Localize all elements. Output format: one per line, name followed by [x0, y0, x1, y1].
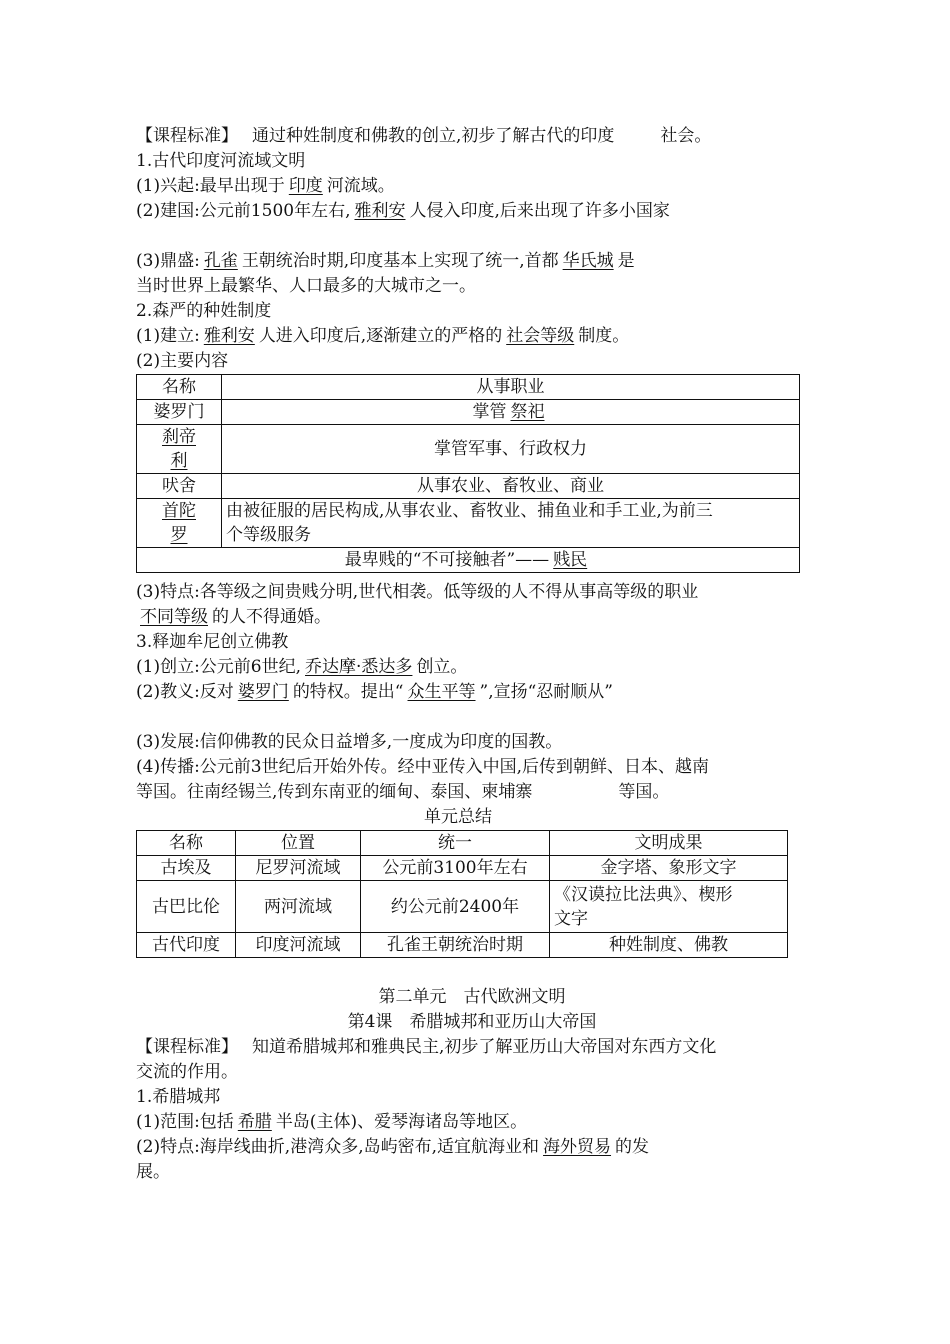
- table-row: [137, 856, 788, 881]
- text: (2)建国:公元前1500年左右,: [136, 201, 351, 221]
- characteristics-line-2: 展。: [136, 1162, 170, 1182]
- text: 等国。往南经锡兰,传到东南亚的缅甸、泰国、柬埔寨: [136, 782, 533, 802]
- text: 文字: [554, 908, 588, 929]
- text: 制度。: [578, 326, 630, 346]
- table-cell: 古埃及: [137, 856, 236, 881]
- text: 河流域。: [326, 176, 395, 196]
- founding-line: [136, 199, 670, 223]
- blank-answer: 社会等级: [506, 326, 575, 346]
- text: 半岛(主体)、爱琴海诸岛等地区。: [275, 1112, 528, 1132]
- text: 最卑贱的“不可接触者”——: [344, 550, 550, 570]
- table-cell: 孔雀王朝统治时期: [361, 933, 550, 958]
- header-cell: 文明成果: [550, 831, 788, 856]
- peak-line-2: 当时世界上最繁华、人口最多的大城市之一。: [136, 276, 476, 296]
- heading-1: 1.古代印度河流域文明: [136, 151, 306, 171]
- blank-answer: 希腊: [237, 1112, 272, 1132]
- course-standard-line: [136, 124, 711, 148]
- feature-line: (3)特点:各等级之间贵贱分明,世代相袭。低等级的人不得从事高等级的职业: [136, 582, 699, 602]
- course-standard-label: 【课程标准】: [136, 1037, 238, 1057]
- text: (1)建立:: [136, 326, 200, 346]
- table-cell: 尼罗河流域: [236, 856, 361, 881]
- course-standard-text: 知道希腊城邦和雅典民主,初步了解亚历山大帝国对东西方文化: [252, 1037, 717, 1057]
- doctrine-line: [136, 680, 613, 704]
- text: (2)特点:海岸线曲折,港湾众多,岛屿密布,适宜航海业和: [136, 1137, 540, 1157]
- header-cell: 从事职业: [222, 375, 800, 400]
- text: 等国。: [618, 782, 670, 802]
- spread-line: (4)传播:公元前3世纪后开始外传。经中亚传入中国,后传到朝鲜、日本、越南: [136, 757, 710, 777]
- table-row: [137, 425, 800, 474]
- blank-answer: 众生平等: [407, 682, 476, 702]
- blank-answer: 刹帝: [162, 427, 196, 447]
- header-cell: 名称: [137, 375, 222, 400]
- text: (1)兴起:最早出现于: [136, 176, 285, 196]
- text: 王朝统治时期,印度基本上实现了统一,首都: [241, 251, 559, 271]
- caste-job: 从事农业、畜牧业、商业: [222, 474, 800, 499]
- text: 个等级服务: [226, 525, 311, 545]
- untouchable-row: [137, 548, 800, 573]
- text: 人侵入印度,后来出现了许多小国家: [409, 201, 670, 221]
- development-line: (3)发展:信仰佛教的民众日益增多,一度成为印度的国教。: [136, 732, 563, 752]
- text: 创立。: [416, 657, 468, 677]
- blank-answer: 海外贸易: [543, 1137, 612, 1157]
- heading-greek: 1.希腊城邦: [136, 1087, 221, 1107]
- course-standard-text-end: 社会。: [660, 126, 712, 146]
- blank-answer: 不同等级: [140, 607, 208, 627]
- main-content-label: (2)主要内容: [136, 351, 229, 371]
- text: (3)鼎盛:: [136, 251, 200, 271]
- caste-job: [222, 499, 800, 548]
- table-cell: 两河流域: [236, 881, 361, 933]
- blank-answer: 雅利安: [354, 201, 406, 221]
- blank-answer: 乔达摩·悉达多: [305, 657, 413, 677]
- text: 是: [617, 251, 635, 271]
- blank-answer: 罗: [170, 525, 188, 545]
- caste-job: [222, 400, 800, 425]
- blank-answer: 首陀: [162, 501, 196, 521]
- text: 由被征服的居民构成,从事农业、畜牧业、捕鱼业和手工业,为前三: [226, 501, 713, 521]
- summary-title: 单元总结: [424, 807, 492, 827]
- blank-answer: 祭祀: [510, 402, 545, 422]
- caste-name: 婆罗门: [137, 400, 222, 425]
- spread-line-2: [136, 780, 669, 804]
- course-standard-text: 通过种姓制度和佛教的创立,初步了解古代的印度: [252, 126, 615, 146]
- blank-answer: 利: [170, 451, 188, 471]
- text: 《汉谟拉比法典》、楔形: [554, 884, 733, 905]
- blank-answer: 婆罗门: [237, 682, 289, 702]
- text: 的特权。提出“: [292, 682, 404, 702]
- blank-answer: 雅利安: [203, 326, 255, 346]
- table-cell: 古代印度: [137, 933, 236, 958]
- header-cell: 位置: [236, 831, 361, 856]
- course-standard-line-3: 交流的作用。: [136, 1062, 238, 1082]
- blank-answer: 贱民: [553, 550, 588, 570]
- blank-answer: 华氏城: [562, 251, 614, 271]
- summary-table: [136, 830, 788, 958]
- caste-name: [137, 425, 222, 474]
- feature-line-2: [136, 605, 331, 629]
- text: (2)教义:反对: [136, 682, 234, 702]
- rise-line: [136, 174, 395, 198]
- buddhism-founding-line: [136, 655, 467, 679]
- peak-line: [136, 249, 635, 273]
- text: ”,宣扬“忍耐顺从”: [479, 682, 613, 702]
- table-cell: 古巴比伦: [137, 881, 236, 933]
- header-cell: 统一: [361, 831, 550, 856]
- text: 掌管: [472, 402, 507, 422]
- table-row: [137, 548, 800, 573]
- text: 的人不得通婚。: [212, 607, 331, 627]
- table-row: [137, 881, 788, 933]
- text: (1)创立:公元前6世纪,: [136, 657, 302, 677]
- table-cell: 种姓制度、佛教: [550, 933, 788, 958]
- table-header-row: [137, 375, 800, 400]
- text: 人进入印度后,逐渐建立的严格的: [258, 326, 503, 346]
- text: (1)范围:包括: [136, 1112, 234, 1132]
- lesson-title: 第4课 希腊城邦和亚历山大帝国: [347, 1012, 597, 1032]
- table-cell: 金字塔、象形文字: [550, 856, 788, 881]
- heading-3: 3.释迦牟尼创立佛教: [136, 632, 289, 652]
- course-standard-label: 【课程标准】: [136, 126, 238, 146]
- scope-line: [136, 1110, 527, 1134]
- caste-name: [137, 499, 222, 548]
- table-cell: [550, 881, 788, 933]
- course-standard-line-2: [136, 1035, 716, 1059]
- text: 的发: [615, 1137, 650, 1157]
- table-row: [137, 400, 800, 425]
- header-cell: 名称: [137, 831, 236, 856]
- unit-title: 第二单元 古代欧洲文明: [378, 987, 566, 1007]
- table-cell: 印度河流域: [236, 933, 361, 958]
- caste-table: [136, 374, 800, 573]
- caste-job: 掌管军事、行政权力: [222, 425, 800, 474]
- caste-name: 吠舍: [137, 474, 222, 499]
- table-cell: 约公元前2400年: [361, 881, 550, 933]
- table-row: [137, 499, 800, 548]
- table-header-row: [137, 831, 788, 856]
- table-row: [137, 933, 788, 958]
- table-cell: 公元前3100年左右: [361, 856, 550, 881]
- blank-answer: 孔雀: [203, 251, 238, 271]
- table-row: [137, 474, 800, 499]
- blank-answer: 印度: [288, 176, 323, 196]
- heading-2: 2.森严的种姓制度: [136, 301, 272, 321]
- characteristics-line: [136, 1135, 649, 1159]
- establish-line: [136, 324, 629, 348]
